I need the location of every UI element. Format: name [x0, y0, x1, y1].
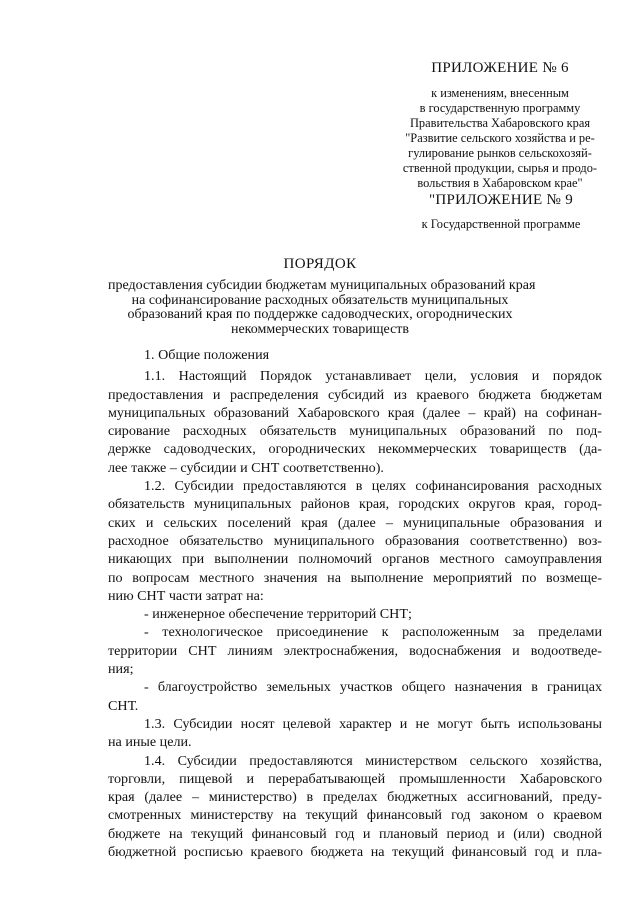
appendix-9-line: к Государственной программе — [421, 217, 581, 231]
subtitle-line: предоставления субсидии бюджетам муниципальных образований края — [108, 278, 536, 293]
body-line: предоставления и распределения субсидий из краевого бюджета бюджетам — [108, 386, 602, 403]
body-line: СНТ. — [108, 697, 139, 714]
appendix-9-heading: "ПРИЛОЖЕНИЕ № 9 — [428, 192, 573, 208]
appendix-6-line: "Развитие сельского хозяйства и ре- — [405, 131, 595, 145]
body-line: расходное обязательство муниципального образования соответственно) воз- — [108, 532, 602, 549]
document-title: ПОРЯДОК — [283, 256, 357, 272]
body-line: 1.3. Субсидии носят целевой характер и не могут быть использованы — [144, 715, 602, 732]
document-subtitle — [108, 278, 536, 337]
body-line: обязательств муниципальных районов края, городских округов края, город- — [108, 496, 602, 513]
appendix-6-heading: ПРИЛОЖЕНИЕ № 6 — [431, 60, 569, 76]
appendix-9-block — [398, 192, 604, 232]
subtitle-line: некоммерческих товариществ — [230, 321, 410, 337]
section-heading: 1. Общие положения — [144, 347, 270, 363]
body-line: бюджетной росписью краевого бюджета на текущий финансовый год и пла- — [108, 844, 602, 861]
body-line: 1.4. Субсидии предоставляются министерством сельского хозяйства, — [144, 752, 602, 769]
body-line: 1.2. Субсидии предоставляются в целях софинансирования расходных — [144, 478, 602, 495]
body-line: 1.1. Настоящий Порядок устанавливает цели, условия и порядок — [144, 368, 602, 385]
body-line: территории СНТ линиям электроснабжения, водоснабжения и водоотведе- — [108, 642, 602, 659]
body-line: края (далее – министерство) в пределах бюджетных ассигнований, преду- — [108, 789, 602, 806]
body-line: - технологическое присоединение к расположенным за пределами — [144, 624, 602, 641]
appendix-6-line: вольствия в Хабаровском крае" — [417, 176, 583, 190]
appendix-6-line: в государственную программу — [419, 101, 581, 115]
body-line: нию СНТ части затрат на: — [108, 587, 264, 604]
body-line: ских и сельских поселений края (далее – муниципальные образования и — [108, 514, 602, 531]
subtitle-line: на софинансирование расходных обязательств муниципальных — [131, 292, 509, 308]
body-line: лее также – субсидии и СНТ соответственно). — [108, 459, 384, 476]
appendix-6-line: к изменениям, внесенным — [431, 86, 569, 100]
body-line: держке садоводческих, огороднических некоммерческих товариществ (да- — [108, 441, 602, 458]
body-line: никающих при выполнении полномочий органов местного самоуправления — [108, 551, 602, 568]
body-line: ния; — [108, 661, 134, 678]
body-line: муниципальных образований Хабаровского края (далее – край) на софинан- — [108, 404, 602, 421]
body-line: - инженерное обеспечение территорий СНТ; — [144, 606, 412, 623]
appendix-6-line: Правительства Хабаровского края — [409, 116, 591, 130]
body-line: на иные цели. — [108, 734, 192, 751]
appendix-6-block — [393, 60, 607, 191]
appendix-6-line: ственной продукции, сырья и продо- — [402, 161, 598, 175]
body-line: сирование расходных обязательств муниципальных образований по под- — [108, 423, 602, 440]
appendix-6-line: гулирование рынков сельскохозяй- — [408, 146, 592, 160]
body-line: - благоустройство земельных участков общего назначения в границах — [144, 679, 602, 696]
subtitle-line: образований края по поддержке садоводческих, огороднических — [127, 307, 513, 323]
body-line: торговли, пищевой и перерабатывающей промышленности Хабаровского — [108, 770, 602, 787]
body-line: бюджете на текущий финансовый год и плановый период и (или) сводной — [108, 825, 602, 842]
document-body — [108, 346, 602, 861]
body-line: смотренных министерству на текущий финансовый год законом о краевом — [108, 807, 602, 824]
body-line: по вопросам местного значения на выполнение мероприятий по возмеще- — [108, 569, 602, 586]
